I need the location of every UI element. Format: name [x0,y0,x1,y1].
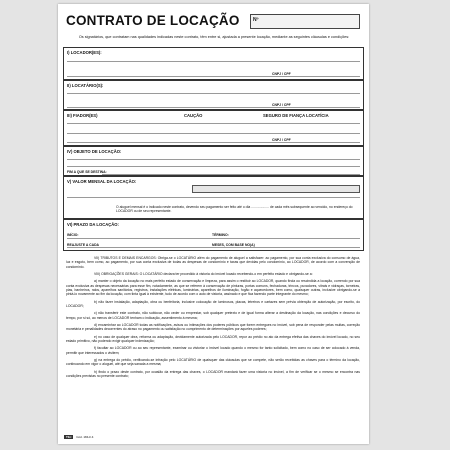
valor-payment-text: O aluguel mensal é o indicado neste contrato, devendo seu pagamento ser feito até o dia ................... de cada mês subsequente ao vencido, no endereço do LOCADOR ou de seu representante. [116,205,353,214]
clause-viii-d: d) encaminhar ao LOCADOR todas as notificações, avisos ou intimações dos poderes públicos que forem entregues no imóvel, sob pena de responder pelas multas, correção monetária e penalidades decorrentes do atraso no pagamento ou satisfação no cumprimento de determinações por aqueles poderes; [66,322,360,332]
valor-amount-field[interactable] [192,185,360,193]
footer-code [64,435,93,439]
reajuste-label: REAJUSTE A CADA [67,243,99,247]
field-line [67,247,360,248]
valor-section[interactable] [63,176,364,219]
inicio-label: INÍCIO: [67,233,79,237]
clause-viii-f: f) facultar ao LOCADOR ou ao seu representante, examinar ou vistoriar o imóvel locado quando o mesmo for tanto solicitado, bem como no caso de ser colocado à venda, permitir que interessados o visitem; [66,346,360,355]
clause-viii-g: g) na entrega do prédio, verificando-se infração pelo LOCATÁRIO de quaisquer das cláusulas que se compete, não serão recebidas as chaves para o término da locação, continuando em vigor o aluguel, até que seja sanada a mesma; [66,358,360,367]
clause-viii-a: a) manter o objeto da locação no mais perfeito estado de conservação e limpeza, para assim o restituir ao LOCADOR, quando finda ou rescindida a locação, correndo por sua conta exclusiva as despesas necessárias para esse fim, notadamente, as que se referem à conservação de pinturas, portas comuns, fechaduras, trincos, puxadores, vitrais e vidraças, torneiras, pias, banheiros, ralos, aparelhos sanitários, registros, instalações elétricas, luminárias, aparelhos de iluminação, fogão e aquecedores, bem como, quaisquer outras, inclusive obrigando-se a pintá-lo novamente ao fim da locação, com tinta igual à existente, tudo de acordo com o auto de vistoria, assinado e que fica fazendo parte integrante do mesmo; [66,279,360,297]
contract-number-field[interactable] [250,14,360,29]
document-title: CONTRATO DE LOCAÇÃO [66,13,240,28]
contract-sheet [58,4,369,444]
clause-viii-c: c) não transferir este contrato, não sublocar, não ceder ou emprestar, sob qualquer pretexto e de igual forma alterar a destinação da locação, nas condições e decurso do tempo, por si só, ao menos de LOCADOR tenham o indicação, assentimento à mesma; [66,311,360,320]
valor-label: V) VALOR MENSAL DA LOCAÇÃO: [67,179,137,184]
fiador-section[interactable] [63,110,364,146]
termino-label: TÉRMINO: [212,233,229,237]
field-line [67,61,360,62]
locador-section[interactable] [63,47,364,80]
caucao-label: CAUÇÃO [184,113,203,118]
locatario-label: II) LOCATÁRIO(S): [67,83,104,88]
cnpj-cpf-label: CNPJ / CPF [272,138,291,142]
form-code: Cód. 184-F.4 [76,435,94,439]
field-line [67,238,360,239]
field-line [67,107,360,108]
clause-viii: VIII) OBRIGAÇÕES GERAIS: O LOCATÁRIO declara ter procedido à vistoria do imóvel locado recebendo-o em perfeito estado e obrigando-se a: [94,271,313,276]
locatario-section[interactable] [63,80,364,110]
intro-text: Os signatários, que contratam nas qualidades indicadas neste contrato, têm entre si, ajustada a presente locação, mediante as seguintes cláusulas e condições: [78,35,350,39]
field-line [67,142,360,143]
seguro-fianca-label: SEGURO DE FIANÇA LOCATÍCIA [263,113,329,118]
contract-number-label: Nº [253,17,259,23]
fiador-label: III) FIADOR(ES) [67,113,98,118]
prazo-section[interactable] [63,219,364,251]
field-line [67,159,360,160]
locador-label: I) LOCADOR(ES): [67,50,102,55]
clause-vii: VII) TRIBUTOS E DEMAIS ENCARGOS: Obriga-se o LOCATÁRIO além do pagamento de aluguel a satisfazer: ao pagamento, por sua conta exclusiva do consumo de água, luz e esgoto, bem como, ao pagamento, por sua conta exclusiva de todas as despesas de condomínio e taxas que devidas pelo condomínio, ao LOCADOR, de acordo com a convenção de condomínio. [66,256,360,269]
field-line [67,123,360,124]
meses-label: MESES, COM BASE NO(A) [212,243,255,247]
objeto-label: IV) OBJETO DE LOCAÇÃO: [67,149,122,154]
field-line [67,197,360,198]
field-line [67,166,360,167]
field-line [102,174,360,175]
fim-destino-label: FIM A QUE SE DESTINA: [67,170,107,174]
cnpj-cpf-label: CNPJ / CPF [272,103,291,107]
clause-viii-b: b) não fazer instalação, adaptação, obra ou benfeitoria, inclusive colocação de luminosos, placas, letreiros e cartazes sem prévia obtenção de autorização, por escrito, do LOCADOR; [66,299,360,308]
clause-viii-h: h) findo o prazo deste contrato, por ocasião da entrega das chaves, o LOCADOR mandará fazer uma vistoria no imóvel, a fim de verificar se o mesmo se encontra nas condições previstas no presente contrato; [66,369,360,378]
objeto-section[interactable] [63,146,364,176]
cnpj-cpf-label: CNPJ / CPF [272,72,291,76]
clause-viii-e: e) no caso de qualquer obra, reforma ou adaptação, devidamente autorizada pelo LOCADOR, repor ao prédio no ato da entrega efetiva das chaves do imóvel locado, no seu estado primitivo, não podendo exigir qualquer indenização; [66,334,360,343]
clauses-body [66,256,360,381]
prazo-label: VI) PRAZO DA LOCAÇÃO: [67,222,119,227]
publisher-logo: TILI [66,435,72,439]
field-line [67,133,360,134]
field-line [67,76,360,77]
field-line [67,93,360,94]
